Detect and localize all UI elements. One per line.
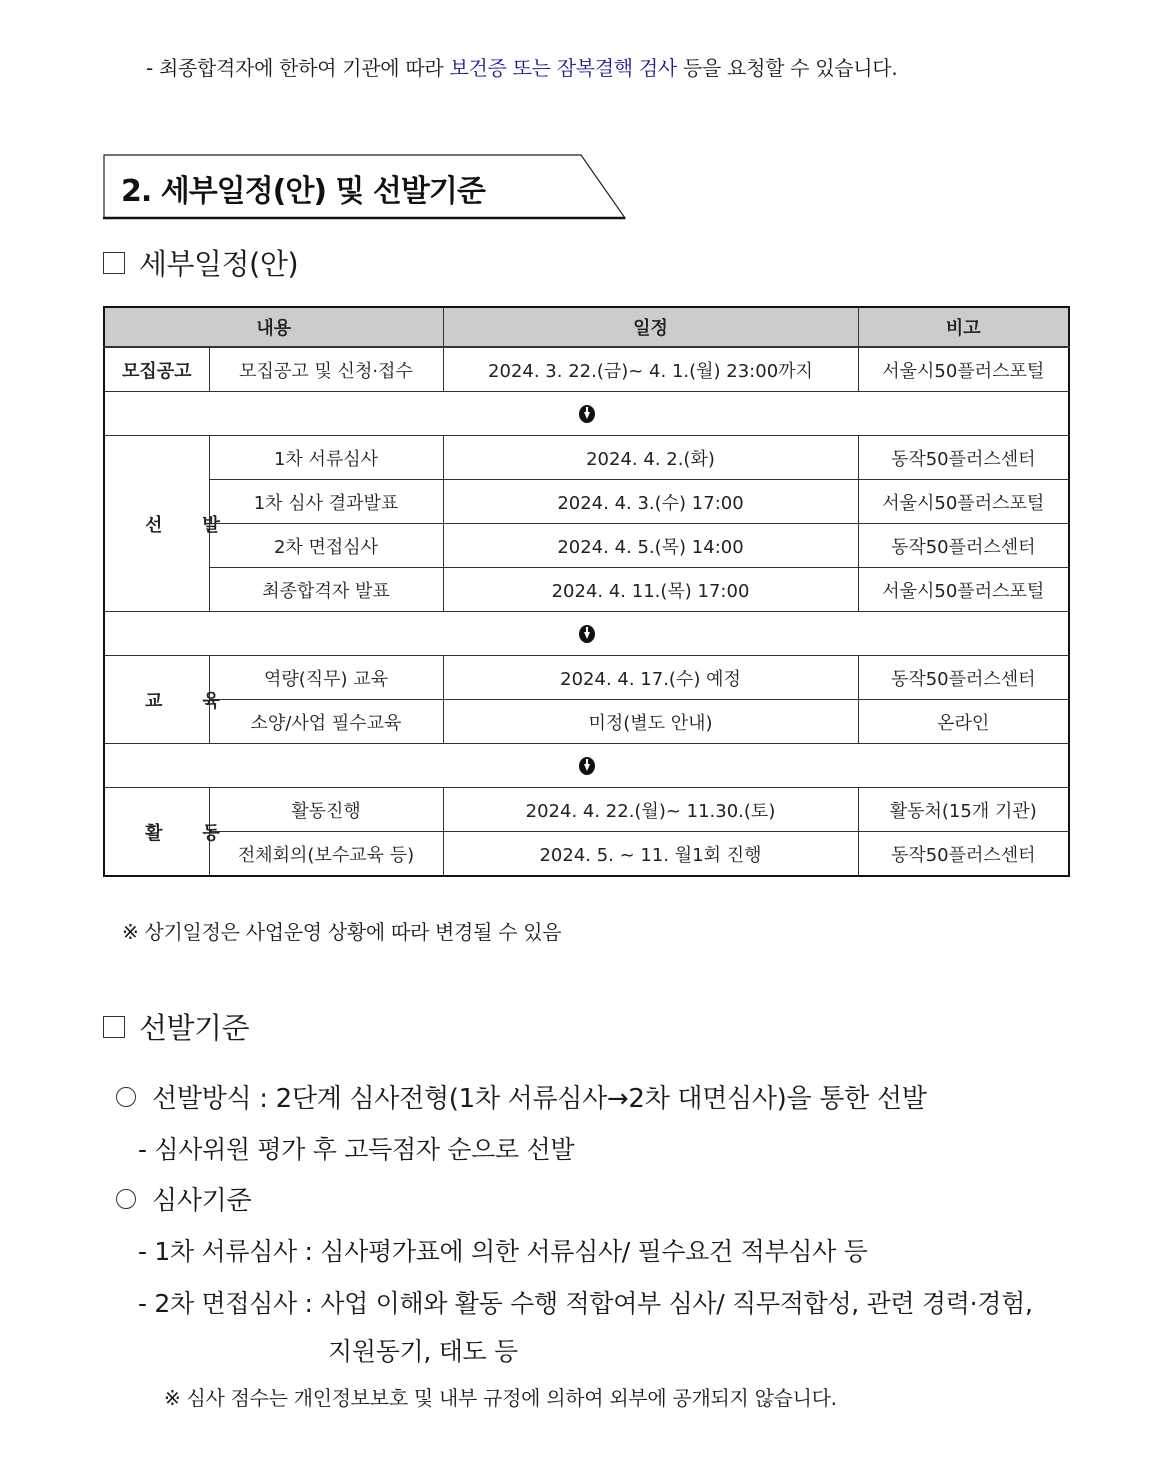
standard-first-review: - 1차 서류심사 : 심사평가표에 의한 서류심사/ 필수요건 적부심사 등 bbox=[138, 1237, 868, 1266]
circled-down-arrow-icon bbox=[579, 625, 595, 643]
circle-bullet-icon bbox=[116, 1087, 136, 1107]
standard-second-review: - 2차 면접심사 : 사업 이해와 활동 수행 적합여부 심사/ 직무적합성, 관련 경력·경험, bbox=[138, 1289, 1033, 1318]
header-schedule: 일정 bbox=[443, 307, 858, 347]
circle-bullet-icon bbox=[116, 1189, 136, 1209]
section-title-box bbox=[103, 154, 625, 218]
note-suffix: 등을 요청할 수 있습니다. bbox=[676, 56, 898, 80]
item-cell: 역량(직무) 교육 bbox=[209, 656, 443, 700]
date-cell: 2024. 3. 22.(금)~ 4. 1.(월) 23:00까지 bbox=[443, 347, 858, 392]
evaluation-standard bbox=[116, 1180, 251, 1217]
table-row bbox=[104, 347, 1069, 392]
selection-method-detail: - 심사위원 평가 후 고득점자 순으로 선발 bbox=[138, 1135, 575, 1164]
date-cell: 2024. 4. 2.(화) bbox=[443, 436, 858, 480]
note-cell: 서울시50플러스포털 bbox=[858, 480, 1069, 524]
arrow-row bbox=[104, 392, 1069, 436]
selection-method bbox=[116, 1078, 927, 1115]
table-row bbox=[104, 788, 1069, 832]
note-prefix: - 최종합격자에 한하여 기관에 따라 bbox=[146, 56, 450, 80]
date-cell: 미정(별도 안내) bbox=[443, 700, 858, 744]
schedule-heading bbox=[103, 242, 298, 283]
table-row bbox=[104, 436, 1069, 480]
date-cell: 2024. 4. 22.(월)~ 11.30.(토) bbox=[443, 788, 858, 832]
circled-down-arrow-icon bbox=[579, 405, 595, 423]
health-check-note bbox=[146, 52, 897, 81]
date-cell: 2024. 4. 3.(수) 17:00 bbox=[443, 480, 858, 524]
section-title: 2. 세부일정(안) 및 선발기준 bbox=[121, 174, 485, 209]
criteria-heading bbox=[103, 1006, 249, 1047]
note-cell: 동작50플러스센터 bbox=[858, 656, 1069, 700]
note-cell: 동작50플러스센터 bbox=[858, 832, 1069, 877]
item-cell: 1차 심사 결과발표 bbox=[209, 480, 443, 524]
schedule-table bbox=[103, 306, 1070, 877]
arrow-row bbox=[104, 612, 1069, 656]
header-remarks: 비고 bbox=[858, 307, 1069, 347]
item-cell: 전체회의(보수교육 등) bbox=[209, 832, 443, 877]
evaluation-standard-text: 심사기준 bbox=[152, 1186, 252, 1216]
circled-down-arrow-icon bbox=[579, 757, 595, 775]
note-highlight: 보건증 또는 잠복결핵 검사 bbox=[449, 56, 677, 80]
item-cell: 2차 면접심사 bbox=[209, 524, 443, 568]
arrow-row bbox=[104, 744, 1069, 788]
date-cell: 2024. 4. 11.(목) 17:00 bbox=[443, 568, 858, 612]
schedule-footnote: ※ 상기일정은 사업운영 상황에 따라 변경될 수 있음 bbox=[122, 920, 562, 944]
category-activity: 활동 bbox=[104, 788, 209, 877]
table-header-row bbox=[104, 307, 1069, 347]
note-cell: 동작50플러스센터 bbox=[858, 436, 1069, 480]
square-bullet-icon bbox=[103, 252, 125, 274]
standard-second-review-cont: 지원동기, 태도 등 bbox=[328, 1337, 518, 1366]
date-cell: 2024. 4. 17.(수) 예정 bbox=[443, 656, 858, 700]
category-recruit: 모집공고 bbox=[104, 347, 209, 392]
note-cell: 서울시50플러스포털 bbox=[858, 568, 1069, 612]
category-education: 교육 bbox=[104, 656, 209, 744]
schedule-heading-text: 세부일정(안) bbox=[139, 247, 299, 281]
table-row bbox=[104, 656, 1069, 700]
item-cell: 1차 서류심사 bbox=[209, 436, 443, 480]
criteria-heading-text: 선발기준 bbox=[139, 1011, 250, 1045]
square-bullet-icon bbox=[103, 1016, 125, 1038]
date-cell: 2024. 5. ~ 11. 월1회 진행 bbox=[443, 832, 858, 877]
note-cell: 동작50플러스센터 bbox=[858, 524, 1069, 568]
item-cell: 최종합격자 발표 bbox=[209, 568, 443, 612]
date-cell: 2024. 4. 5.(목) 14:00 bbox=[443, 524, 858, 568]
note-cell: 활동처(15개 기관) bbox=[858, 788, 1069, 832]
item-cell: 모집공고 및 신청·접수 bbox=[209, 347, 443, 392]
criteria-footnote: ※ 심사 점수는 개인정보보호 및 내부 규정에 의하여 외부에 공개되지 않습니다. bbox=[164, 1386, 837, 1410]
item-cell: 활동진행 bbox=[209, 788, 443, 832]
item-cell: 소양/사업 필수교육 bbox=[209, 700, 443, 744]
selection-method-text: 선발방식 : 2단계 심사전형(1차 서류심사→2차 대면심사)을 통한 선발 bbox=[152, 1084, 927, 1114]
header-content: 내용 bbox=[104, 307, 443, 347]
note-cell: 서울시50플러스포털 bbox=[858, 347, 1069, 392]
category-selection: 선발 bbox=[104, 436, 209, 612]
note-cell: 온라인 bbox=[858, 700, 1069, 744]
table-row bbox=[104, 568, 1069, 612]
